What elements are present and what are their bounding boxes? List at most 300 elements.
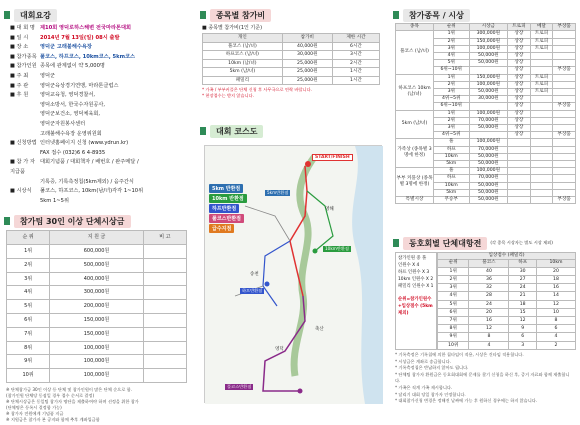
table-cell: 8 (536, 317, 575, 325)
info-row (10, 110, 187, 120)
course-title: 대회 코스도 (210, 125, 263, 138)
awards-title: 참가종목 / 시상 (403, 9, 470, 22)
table-cell: 10 (536, 308, 575, 316)
table-cell: 상장 (508, 53, 531, 60)
table-cell: 21 (509, 292, 537, 300)
table-row (7, 314, 187, 328)
table-cell: 100,000원 (469, 139, 508, 146)
header-bar (200, 11, 206, 19)
table-cell (530, 103, 553, 110)
header-bar (200, 127, 206, 135)
table-cell: 12 (536, 300, 575, 308)
note-line: * 기록측정은 기록칩에 의한 칩타임이 적용, 시상은 건타임 적용합니다. (395, 352, 524, 357)
map-full-label: 풀코스반환점 (227, 384, 252, 389)
table-cell: 100,000원 (50, 341, 144, 355)
table-cell: 25,000원 (282, 68, 332, 77)
table-cell (553, 110, 576, 117)
table-row (396, 74, 576, 81)
table-cell (553, 168, 576, 175)
table-cell: 50,000원 (469, 189, 508, 196)
info-row (10, 187, 187, 197)
table-cell: 6위 (7, 314, 50, 328)
table-cell: 트로피 (530, 89, 553, 96)
table-row (396, 168, 576, 175)
column-left (0, 0, 193, 423)
info-key: ■ 주 최 (10, 72, 29, 79)
note-line: * 시상금은 계좌로 송금합니다. (395, 358, 451, 364)
table-cell: 3위 (434, 89, 470, 96)
info-key: ■ 참가인원 (10, 63, 37, 70)
table-cell (508, 175, 531, 182)
info-row (10, 158, 187, 177)
table-cell (553, 175, 576, 182)
table-cell: 상장 (508, 117, 531, 124)
table-cell: 10위 (7, 369, 50, 383)
table-cell: 2위 (438, 276, 469, 284)
table-cell: 1위 (434, 110, 470, 117)
table-cell: 25,000원 (282, 76, 332, 85)
table-cell: 6위~10위 (434, 67, 470, 74)
table-cell: 5km (434, 161, 470, 168)
table-cell: 4위~5위 (434, 132, 470, 139)
note-line: * 단체팀 참가자 환원금은 동호회대회에 문제를 찾기 신청을 하신 후, 증거 자료와 함께 제출합니다. (395, 371, 570, 384)
table-row (203, 42, 380, 51)
awards-group-name: 가족상 (종목별 3명에 한정) (396, 139, 434, 168)
table-cell: 풀 (434, 139, 470, 146)
awards-table (395, 23, 576, 204)
table-cell: 트로피 (530, 81, 553, 88)
club-formula-line: 10km 인원수 X 2 (398, 277, 434, 282)
table-cell: 150,000원 (50, 327, 144, 341)
info-value: 영덕군 고래불해수욕장 (40, 44, 92, 51)
note-line: ※ 참가자 전원에게 기념품 지급 (6, 411, 64, 417)
table-cell: 16 (536, 284, 575, 292)
fee-table (202, 33, 380, 85)
table-cell (143, 369, 186, 383)
table-cell: 8위 (438, 325, 469, 333)
club-body (395, 252, 576, 350)
table-cell: 25,000원 (282, 59, 332, 68)
info-value: 풀코스, 하프코스, 10km코스, 5km코스 (40, 53, 135, 60)
team30-col-header: 지 원 금 (50, 231, 144, 245)
table-cell: 풀 (434, 168, 470, 175)
table-cell: 28 (469, 292, 509, 300)
table-cell: 1위 (434, 74, 470, 81)
table-cell (530, 197, 553, 204)
table-cell (530, 60, 553, 67)
table-cell: 6 (509, 333, 537, 341)
table-row (396, 139, 576, 146)
table-cell: 6 (536, 325, 575, 333)
club-title: 동호회별 단체대항전 (403, 237, 487, 250)
table-row (438, 267, 576, 275)
info-key: ■ 신청방법 (10, 140, 37, 147)
table-cell (530, 117, 553, 124)
table-cell: 2위 (434, 81, 470, 88)
table-cell: 70,000원 (469, 146, 508, 153)
table-row (7, 300, 187, 314)
table-cell: 10위 (438, 341, 469, 349)
club-col-rank: 순위 (438, 260, 469, 267)
table-cell: 3 (509, 341, 537, 349)
club-left-panel (395, 252, 437, 350)
club-left-note: 순위=참가인원수 +입상점수 (5km제외) (398, 297, 433, 316)
table-cell: 상장 (508, 96, 531, 103)
table-cell (530, 53, 553, 60)
table-row (7, 286, 187, 300)
info-key: ■ 참가종목 (10, 53, 37, 60)
table-cell (530, 182, 553, 189)
table-cell: 50,000원 (469, 153, 508, 160)
awards-col-header: 메달 (530, 24, 553, 31)
table-cell (553, 96, 576, 103)
info-key (10, 197, 40, 207)
info-value: FAX 접수 (032)6 6 4-8935 (40, 149, 106, 156)
table-cell: 상장 (508, 81, 531, 88)
table-cell (530, 168, 553, 175)
awards-col-header: 부상품 (553, 24, 576, 31)
table-cell: 1위 (438, 267, 469, 275)
table-cell: 600,000원 (50, 245, 144, 259)
awards-group-name: 부부 커플상 (종목별 3명에 한정) (396, 168, 434, 197)
table-cell: 5km (434, 189, 470, 196)
table-cell (553, 117, 576, 124)
table-row (203, 76, 380, 85)
info-value: 종목에 관계없이 약 5,000명 (40, 63, 105, 70)
legend-10km: 10km 반환점 (209, 194, 247, 203)
table-cell (508, 189, 531, 196)
info-value: 영덕군보건소, 영덕체육회, (40, 111, 101, 118)
table-cell: 50,000원 (469, 161, 508, 168)
table-row (438, 276, 576, 284)
table-cell (530, 146, 553, 153)
table-cell: 7위 (7, 327, 50, 341)
table-cell (530, 161, 553, 168)
table-cell: 하프 (434, 175, 470, 182)
table-cell (530, 132, 553, 139)
table-cell (143, 272, 186, 286)
table-cell (553, 182, 576, 189)
table-cell: 32 (469, 284, 509, 292)
table-cell: 트로피 (530, 31, 553, 38)
awards-group-name: 하프코스 10km (남/녀) (396, 74, 434, 110)
info-value: 고래불해수욕장 운영위원회 (40, 130, 102, 137)
table-cell: 하프 (434, 146, 470, 153)
info-key: ■ 후 원 (10, 92, 29, 99)
info-value: 5km 1~5위 (40, 197, 69, 204)
info-value: 영덕군 (40, 72, 56, 79)
table-row (438, 284, 576, 292)
awards-col-header: 순위 (434, 24, 470, 31)
info-key: ■ 주 관 (10, 82, 29, 89)
note-line: * 달리기 대회 당일 참가자 인정합니다. (395, 391, 466, 397)
table-cell (530, 96, 553, 103)
team30-header (0, 214, 193, 228)
info-key: ■ 장 소 (10, 44, 29, 51)
table-cell (143, 245, 186, 259)
note-line: (참가인원 단체당 동점일 경우 접수 순서로 결정) (6, 393, 95, 399)
table-cell: 상장 (508, 38, 531, 45)
table-cell: 상장 (508, 103, 531, 110)
info-key (10, 101, 40, 111)
start-finish-label: START/FINISH (312, 154, 353, 161)
table-cell: 20 (469, 308, 509, 316)
info-key: ■ 시상식 (10, 188, 32, 195)
table-cell: 3위 (438, 284, 469, 292)
table-cell: 4위~5위 (434, 96, 470, 103)
table-cell: 27 (509, 276, 537, 284)
table-cell: 풀코스 (남/녀) (203, 42, 283, 51)
table-row (7, 245, 187, 259)
table-cell: 50,000원 (469, 89, 508, 96)
table-cell: 30 (509, 267, 537, 275)
header-bar (4, 217, 10, 225)
table-cell: 2위 (434, 38, 470, 45)
table-cell (553, 189, 576, 196)
table-row (396, 31, 576, 38)
table-row (438, 308, 576, 316)
table-cell (530, 139, 553, 146)
table-row (7, 327, 187, 341)
table-cell: 300,000원 (50, 286, 144, 300)
note-line: * 대회참가신청 변경은 정해진 날짜에 가능 후 원하신 경우에는 하지 않습니다. (395, 398, 538, 404)
info-row (10, 101, 187, 111)
club-formula-line: 인원수 X 4 (398, 263, 420, 268)
info-row (10, 43, 187, 53)
place-yeongdeok: 영덕 (275, 347, 284, 352)
table-cell: 40,000원 (282, 42, 332, 51)
table-cell: 50,000원 (469, 125, 508, 132)
team30-table (6, 230, 187, 383)
table-row (438, 317, 576, 325)
table-cell: 1위 (7, 245, 50, 259)
table-cell (553, 31, 576, 38)
legend-water: 급수지점 (209, 224, 234, 233)
fee-col-header: 참가비 (282, 34, 332, 43)
table-row (7, 258, 187, 272)
table-row (7, 341, 187, 355)
awards-group-name: 특별시상 (396, 197, 434, 204)
fee-subtitle: ■ 종목별 참가비(1인 기준) (202, 25, 263, 31)
table-row (438, 292, 576, 300)
table-cell (530, 67, 553, 74)
table-cell: 400,000원 (50, 272, 144, 286)
table-cell: 하프코스 (남/녀) (203, 51, 283, 60)
info-value: 제10회 영덕로하스해변 전국마라톤대회 (40, 25, 132, 31)
info-key: ■ 참 가 자 지급품 (10, 159, 35, 175)
info-value: 대회기념품 / 대회책자 / 배번호 / 완주메달 / (40, 159, 139, 166)
table-cell (143, 355, 186, 369)
table-cell: 100,000원 (50, 369, 144, 383)
note-line: ※ 단체참가금 30인 이상 등 단체 및 참가인원이 많은 단체 순으로 함. (6, 387, 132, 393)
table-cell: 7위 (438, 317, 469, 325)
table-cell: 9위 (7, 355, 50, 369)
table-cell: 16 (469, 317, 509, 325)
table-cell (143, 300, 186, 314)
fee-col-header: 제한 시간 (332, 34, 379, 43)
map-5km-label: 5km반환점 (267, 190, 289, 195)
table-cell (508, 146, 531, 153)
table-cell: 300,000원 (469, 31, 508, 38)
table-cell: 500,000원 (50, 258, 144, 272)
info-row (10, 91, 187, 101)
note-line: ※ 단체시상금은 동일팀 참가자 명단을 제출하여야 하며 선정을 위한 참가 (6, 399, 139, 405)
table-row (396, 197, 576, 204)
table-cell: 70,000원 (469, 117, 508, 124)
table-cell: 30,000원 (469, 96, 508, 103)
course-map (204, 145, 382, 403)
table-row (7, 369, 187, 383)
table-cell: 20 (536, 267, 575, 275)
info-row (10, 34, 187, 44)
table-cell: 50,000원 (469, 182, 508, 189)
legend-5km: 5km 반환점 (209, 184, 243, 193)
team30-table-wrap (0, 228, 193, 385)
team30-col-header: 비 고 (143, 231, 186, 245)
legend-half: 하프반환점 (209, 204, 239, 213)
info-value: 영덕군자원봉사센터 (40, 120, 86, 127)
table-cell: 상장 (508, 132, 531, 139)
table-cell: 1시간 (332, 68, 379, 77)
table-cell: 150,000원 (469, 38, 508, 45)
note-line: ※ 지원금은 참가자 본 공지와 함께 추후 계좌입금함 (6, 417, 100, 423)
table-cell (143, 258, 186, 272)
table-cell: 70,000원 (469, 175, 508, 182)
table-cell (530, 189, 553, 196)
info-key (10, 149, 40, 159)
info-value: 2014년 7월 13일(일) 08시 출발 (40, 34, 120, 41)
table-cell: 6위 (438, 308, 469, 316)
info-value: 영덕군육상경기연맹, 마라톤클럽스 (40, 82, 119, 89)
table-cell (530, 125, 553, 132)
table-cell: 2 (536, 341, 575, 349)
table-cell (469, 67, 508, 74)
table-cell: 부상품 (553, 132, 576, 139)
info-title: 대회요강 (14, 9, 57, 22)
table-cell: 30,000원 (282, 51, 332, 60)
table-cell (508, 197, 531, 204)
club-notes (389, 351, 580, 406)
table-row (7, 272, 187, 286)
note-line: * 기록측정칩은 반납하지 않아도 됩니다. (395, 365, 469, 371)
table-cell (508, 139, 531, 146)
club-formula-line: 하프 인원수 X 3 (398, 270, 430, 275)
table-cell: 40 (469, 267, 509, 275)
table-cell (553, 89, 576, 96)
table-cell: 14 (536, 292, 575, 300)
table-cell: 10km (434, 153, 470, 160)
info-row (10, 178, 187, 188)
table-cell (553, 146, 576, 153)
table-cell: 패밀리 (203, 76, 283, 85)
fee-col-header: 개인 (203, 34, 283, 43)
table-cell: 부상품 (553, 103, 576, 110)
table-cell: 3위 (434, 45, 470, 52)
table-cell: 상장 (508, 67, 531, 74)
fee-title: 종목별 참가비 (210, 9, 271, 22)
club-formula-line: 참가인원 중 풀 (398, 256, 427, 261)
table-cell (530, 153, 553, 160)
awards-header (389, 8, 580, 22)
table-cell: 12 (509, 317, 537, 325)
team30-notes (0, 385, 193, 425)
header-bar (393, 239, 399, 247)
info-value: 인터넷홈페이지 신청 (www.ydrun.kr) (40, 140, 129, 147)
table-cell: 6위~10위 (434, 103, 470, 110)
club-table (437, 252, 576, 350)
table-cell: 8위 (7, 341, 50, 355)
table-cell: 4위 (7, 286, 50, 300)
club-sub-header: 입상점수 (패밀리) (438, 253, 576, 260)
table-row (438, 333, 576, 341)
table-row (438, 300, 576, 308)
header-bar (393, 11, 399, 19)
table-cell: 상장 (508, 45, 531, 52)
team30-col-header: 순 위 (7, 231, 50, 245)
table-cell (530, 110, 553, 117)
info-key: ■ 일 시 (10, 34, 29, 41)
table-row (396, 110, 576, 117)
table-cell: 트로피 (530, 38, 553, 45)
club-table-wrap (437, 252, 576, 350)
table-row (203, 68, 380, 77)
table-cell (508, 153, 531, 160)
table-cell: 5위 (438, 300, 469, 308)
table-cell: 36 (469, 276, 509, 284)
table-cell: 9 (509, 325, 537, 333)
info-key (10, 110, 40, 120)
info-row (10, 130, 187, 140)
note-line: (단체명은 등록시 결정함 가능) (6, 405, 62, 411)
table-cell: 5km (남/녀) (203, 68, 283, 77)
table-cell: 18 (509, 300, 537, 308)
table-cell: 2위 (7, 258, 50, 272)
table-cell (553, 74, 576, 81)
fee-table-wrap (196, 33, 386, 85)
info-value: 기록증, 기록측정칩(5km제외) / 음주간식 (40, 178, 134, 185)
table-cell: 상장 (508, 60, 531, 67)
table-cell: 100,000원 (469, 168, 508, 175)
table-cell: 3위 (7, 272, 50, 286)
table-cell: 3위 (434, 125, 470, 132)
info-key (10, 178, 40, 188)
info-row (10, 120, 187, 130)
note-line: * 가족은 직계 가족 제시합니다. (395, 384, 453, 390)
course-header (196, 124, 263, 138)
table-cell: 150,000원 (469, 74, 508, 81)
table-cell (553, 153, 576, 160)
info-row (10, 82, 187, 92)
table-cell: 1시간 (332, 76, 379, 85)
table-row (438, 325, 576, 333)
table-cell: 2위 (434, 117, 470, 124)
info-row (10, 149, 187, 159)
table-cell (530, 175, 553, 182)
table-cell: 2시간 (332, 59, 379, 68)
place-chuksan: 축산 (315, 327, 324, 332)
table-cell: 50,000원 (469, 53, 508, 60)
table-cell (553, 161, 576, 168)
club-header-note: (각 종목 시상자는 별도 시상 제외) (490, 240, 553, 245)
table-cell: 4위 (434, 53, 470, 60)
table-cell: 12 (469, 325, 509, 333)
table-cell: 4 (536, 333, 575, 341)
info-value: 풀코스, 하프코스, 10km(남/녀)각각 1~10위 (40, 188, 144, 195)
legend-full: 풀코스반환점 (209, 214, 244, 223)
table-cell: 1위 (434, 31, 470, 38)
note-line: * 가족 / 부부커플은 단체 신청 후 사무국으로 연락 바랍니다. (202, 87, 312, 92)
column-middle (196, 0, 386, 411)
